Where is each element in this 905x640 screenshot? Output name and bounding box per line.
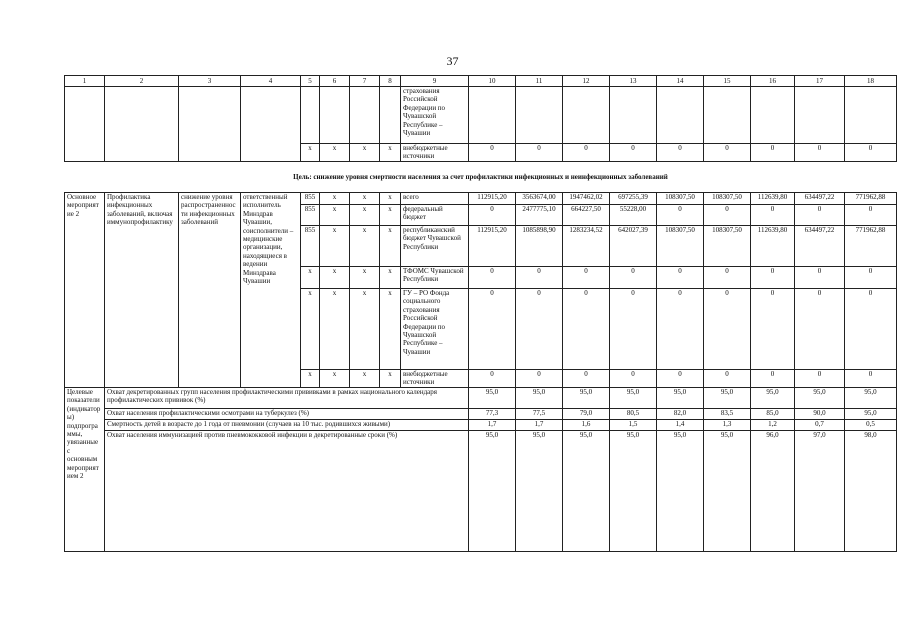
indicator-value: 1,7 <box>469 420 516 431</box>
amount-cell: 112915,20 <box>469 226 516 267</box>
amount-cell: 55228,00 <box>610 205 657 226</box>
indicator-value: 77,5 <box>516 409 563 420</box>
amount-cell: 771962,88 <box>845 193 897 205</box>
code-cell: 855 <box>301 226 320 267</box>
indicator-value: 95,0 <box>845 409 897 420</box>
amount-cell: 0 <box>657 205 704 226</box>
amount-cell: 0 <box>704 205 751 226</box>
amount-cell: 2477775,10 <box>516 205 563 226</box>
indicator-row <box>65 409 897 420</box>
indicator-text: Охват декретированных групп населения профилактическими прививками в рамках национального календаря профилактических прививок (%) <box>105 388 469 409</box>
indicator-value: 95,0 <box>795 388 845 409</box>
amount-cell: 634497,22 <box>795 193 845 205</box>
indicator-value: 1,3 <box>704 420 751 431</box>
amount-cell: 108307,50 <box>657 193 704 205</box>
code-cell: x <box>380 226 401 267</box>
code-cell: x <box>320 193 350 205</box>
code-cell: x <box>320 267 350 289</box>
code-cell: x <box>320 205 350 226</box>
indicator-value: 95,0 <box>469 388 516 409</box>
indicator-value: 0,7 <box>795 420 845 431</box>
amount-cell: 0 <box>610 370 657 388</box>
amount-cell: 0 <box>751 205 795 226</box>
column-number: 18 <box>845 76 897 87</box>
indicator-row <box>65 388 897 409</box>
amount-cell: 108307,50 <box>704 226 751 267</box>
amount-cell: 0 <box>516 289 563 370</box>
indicator-value: 79,0 <box>563 409 610 420</box>
goal-row <box>65 162 897 193</box>
activity-name: Профилактика инфекционных заболеваний, включая иммунопрофилактику <box>105 193 179 388</box>
amount-cell: 112639,80 <box>751 193 795 205</box>
amount-cell: 1947462,02 <box>563 193 610 205</box>
amount-cell: 0 <box>657 289 704 370</box>
amount-cell: 0 <box>795 289 845 370</box>
header-row <box>65 76 897 87</box>
amount-cell: 0 <box>610 267 657 289</box>
indicator-value: 95,0 <box>657 388 704 409</box>
code-cell: x <box>320 289 350 370</box>
code-cell: x <box>380 289 401 370</box>
indicator-row <box>65 420 897 431</box>
code-cell: x <box>301 289 320 370</box>
column-number: 2 <box>105 76 179 87</box>
indicator-value: 95,0 <box>516 431 563 552</box>
code-cell: x <box>301 267 320 289</box>
indicator-value: 97,0 <box>795 431 845 552</box>
code-cell: x <box>380 193 401 205</box>
amount-cell: 0 <box>795 205 845 226</box>
column-number: 7 <box>350 76 380 87</box>
indicator-value: 90,0 <box>795 409 845 420</box>
cont-empty <box>65 87 105 162</box>
indicator-value: 1,2 <box>751 420 795 431</box>
indicator-value: 95,0 <box>751 388 795 409</box>
cont-row-1 <box>65 87 897 144</box>
code-cell: 855 <box>301 205 320 226</box>
goal-heading: Цель: снижение уровня смертности населения за счет профилактики инфекционных и неинфекционных заболеваний <box>65 162 897 193</box>
activity-number: Основное мероприятие 2 <box>65 193 105 388</box>
column-number: 10 <box>469 76 516 87</box>
column-number: 12 <box>563 76 610 87</box>
indicator-value: 0,5 <box>845 420 897 431</box>
code-cell: x <box>350 289 380 370</box>
code-cell: x <box>350 226 380 267</box>
amount-cell: 0 <box>845 205 897 226</box>
indicator-value: 1,4 <box>657 420 704 431</box>
column-number: 17 <box>795 76 845 87</box>
indicator-value: 80,5 <box>610 409 657 420</box>
code-cell: x <box>350 370 380 388</box>
column-number: 4 <box>241 76 301 87</box>
code-cell: x <box>301 370 320 388</box>
amount-cell: 1283234,52 <box>563 226 610 267</box>
activity-goal: снижение уровня распространенности инфекционных заболеваний <box>179 193 241 388</box>
indicator-value: 95,0 <box>610 388 657 409</box>
amount-cell: 0 <box>704 289 751 370</box>
column-number: 6 <box>320 76 350 87</box>
budget-table <box>64 75 897 552</box>
indicator-value: 95,0 <box>610 431 657 552</box>
amount-cell: 0 <box>469 370 516 388</box>
column-number: 16 <box>751 76 795 87</box>
amount-cell: 0 <box>563 289 610 370</box>
cont-source-label: внебюджетные источники <box>401 144 469 162</box>
amount-cell: 0 <box>610 289 657 370</box>
code-cell: x <box>350 193 380 205</box>
amount-cell: 634497,22 <box>795 226 845 267</box>
amount-cell: 664227,50 <box>563 205 610 226</box>
amount-cell: 0 <box>845 267 897 289</box>
indicator-value: 95,0 <box>516 388 563 409</box>
indicator-text: Охват населения профилактическими осмотрами на туберкулез (%) <box>105 409 469 420</box>
indicator-row <box>65 431 897 552</box>
indicator-value: 82,0 <box>657 409 704 420</box>
indicator-value: 95,0 <box>469 431 516 552</box>
amount-cell: 0 <box>516 370 563 388</box>
code-cell: 855 <box>301 193 320 205</box>
amount-cell: 0 <box>516 267 563 289</box>
amount-cell: 0 <box>657 267 704 289</box>
indicator-value: 1,5 <box>610 420 657 431</box>
code-cell: x <box>320 226 350 267</box>
cont-row-2: x x x x внебюджетные источники 0 0 0 0 0 0 0 0 0 <box>65 144 897 162</box>
indicator-value: 1,6 <box>563 420 610 431</box>
indicator-value: 95,0 <box>563 388 610 409</box>
amount-cell: 0 <box>751 267 795 289</box>
column-number: 8 <box>380 76 401 87</box>
indicator-value: 77,3 <box>469 409 516 420</box>
code-cell: x <box>320 370 350 388</box>
column-number: 1 <box>65 76 105 87</box>
funding-source: ТФОМС Чувашской Республики <box>401 267 469 289</box>
column-number: 5 <box>301 76 320 87</box>
cont-source-label: страхования Российской Федерации по Чувашской Республике – Чувашии <box>401 87 469 144</box>
indicator-value: 1,7 <box>516 420 563 431</box>
amount-cell: 0 <box>795 267 845 289</box>
amount-cell: 108307,50 <box>704 193 751 205</box>
amount-cell: 112915,20 <box>469 193 516 205</box>
amount-cell: 108307,50 <box>657 226 704 267</box>
indicator-value: 95,0 <box>845 388 897 409</box>
indicator-value: 85,0 <box>751 409 795 420</box>
column-number: 11 <box>516 76 563 87</box>
amount-cell: 0 <box>469 267 516 289</box>
code-cell: x <box>380 267 401 289</box>
activity-row <box>65 193 897 205</box>
amount-cell: 0 <box>795 370 845 388</box>
funding-source: ГУ – РО Фонда социального страхования Российской Федерации по Чувашской Республике – Чувашии <box>401 289 469 370</box>
amount-cell: 1085898,90 <box>516 226 563 267</box>
funding-source: республиканский бюджет Чувашской Республики <box>401 226 469 267</box>
amount-cell: 3563674,00 <box>516 193 563 205</box>
code-cell: x <box>380 205 401 226</box>
indicator-text: Охват населения иммунизацией против пневмококковой инфекции в декретированные сроки (%) <box>105 431 469 552</box>
amount-cell: 112639,80 <box>751 226 795 267</box>
amount-cell: 0 <box>704 370 751 388</box>
indicator-value: 95,0 <box>657 431 704 552</box>
amount-cell: 0 <box>751 370 795 388</box>
amount-cell: 771962,88 <box>845 226 897 267</box>
funding-source: внебюджетные источники <box>401 370 469 388</box>
amount-cell: 0 <box>704 267 751 289</box>
code-cell: x <box>350 205 380 226</box>
column-number: 13 <box>610 76 657 87</box>
indicator-value: 83,5 <box>704 409 751 420</box>
funding-source: федеральный бюджет <box>401 205 469 226</box>
amount-cell: 0 <box>845 289 897 370</box>
indicator-value: 98,0 <box>845 431 897 552</box>
amount-cell: 697255,39 <box>610 193 657 205</box>
column-number: 9 <box>401 76 469 87</box>
amount-cell: 0 <box>469 205 516 226</box>
amount-cell: 0 <box>751 289 795 370</box>
column-number: 15 <box>704 76 751 87</box>
indicator-text: Смертность детей в возрасте до 1 года от пневмонии (случаев на 10 тыс. родившихся живыми) <box>105 420 469 431</box>
amount-cell: 0 <box>563 370 610 388</box>
code-cell: x <box>350 267 380 289</box>
indicator-value: 95,0 <box>704 388 751 409</box>
code-cell: x <box>380 370 401 388</box>
amount-cell: 0 <box>845 370 897 388</box>
amount-cell: 0 <box>469 289 516 370</box>
funding-source: всего <box>401 193 469 205</box>
amount-cell: 0 <box>657 370 704 388</box>
indicator-value: 95,0 <box>563 431 610 552</box>
column-number: 14 <box>657 76 704 87</box>
indicator-value: 95,0 <box>704 431 751 552</box>
amount-cell: 0 <box>563 267 610 289</box>
activity-executor: ответственный исполнитель Минздрав Чувашии, соисполнители – медицинские организации, находящиеся в ведении Минздрава Чувашии <box>241 193 301 388</box>
amount-cell: 642027,39 <box>610 226 657 267</box>
indicator-value: 96,0 <box>751 431 795 552</box>
page-number: 37 <box>446 54 459 68</box>
indicators-label: Целевые показатели (индикаторы) подпрограммы, увязанные с основным мероприятием 2 <box>65 388 105 552</box>
column-number: 3 <box>179 76 241 87</box>
